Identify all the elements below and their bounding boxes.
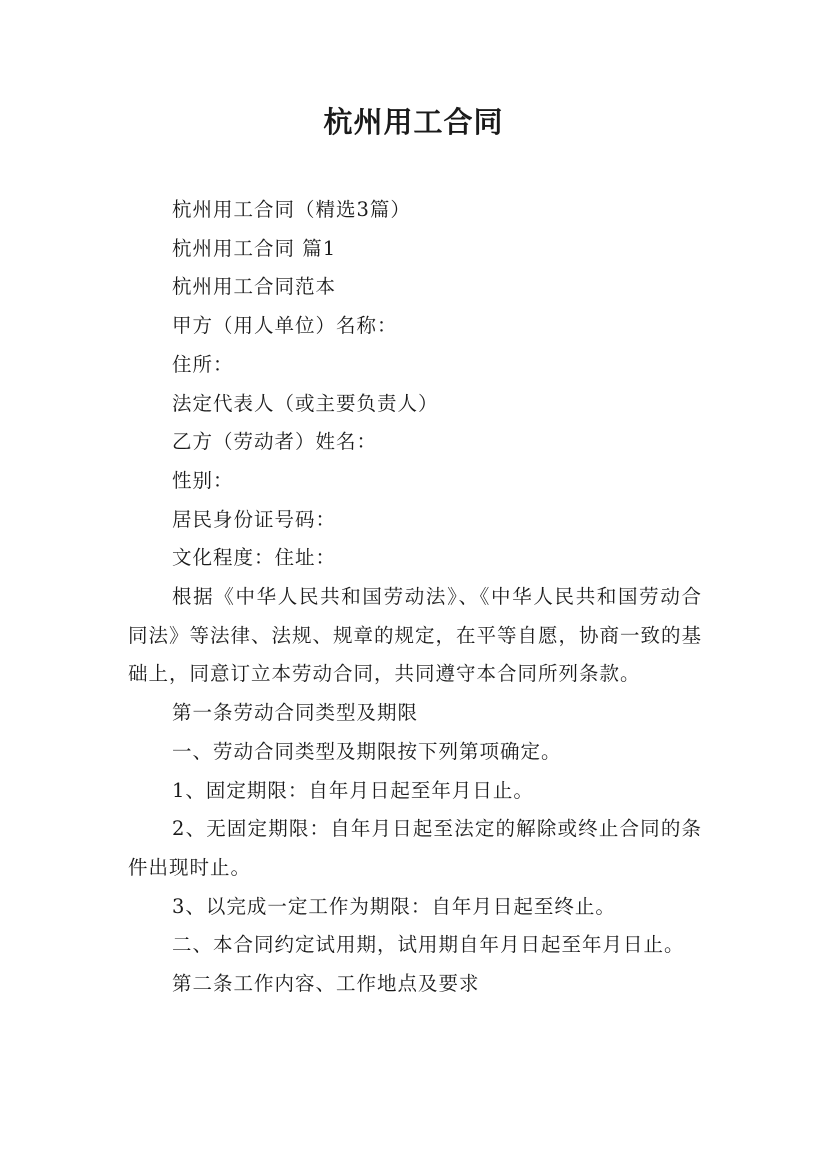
paragraph: 根据《中华人民共和国劳动法》、《中华人民共和国劳动合同法》等法律、法规、规章的规定，在平等自愿，协商一致的基础上，同意订立本劳动合同，共同遵守本合同所列条款。 — [128, 585, 703, 686]
paragraph: 2、无固定期限：自年月日起至法定的解除或终止合同的条件出现时止。 — [128, 817, 702, 879]
document-title: 杭州用工合同 — [323, 105, 504, 139]
paragraph: 法定代表人（或主要负责人） — [172, 391, 439, 415]
paragraph: 一、劳动合同类型及期限按下列第项确定。 — [172, 739, 562, 763]
paragraph: 1、固定期限：自年月日起至年月日止。 — [172, 778, 534, 802]
paragraph: 居民身份证号码： — [172, 507, 337, 531]
paragraph: 乙方（劳动者）姓名： — [172, 430, 378, 454]
paragraph: 住所： — [172, 352, 234, 376]
paragraph: 杭州用工合同范本 — [172, 275, 337, 299]
document-body — [128, 191, 702, 1004]
paragraph: 杭州用工合同（精选3篇） — [172, 198, 411, 221]
paragraph: 甲方（用人单位）名称： — [172, 314, 398, 338]
paragraph: 杭州用工合同 篇1 — [172, 236, 337, 260]
paragraph: 3、以完成一定工作为期限：自年月日起至终止。 — [172, 894, 616, 918]
paragraph: 第一条劳动合同类型及期限 — [172, 701, 419, 725]
paragraph: 第二条工作内容、工作地点及要求 — [172, 972, 480, 996]
paragraph: 二、本合同约定试用期，试用期自年月日起至年月日止。 — [172, 933, 685, 957]
paragraph: 性别： — [172, 468, 234, 492]
paragraph: 文化程度：住址： — [172, 546, 337, 570]
